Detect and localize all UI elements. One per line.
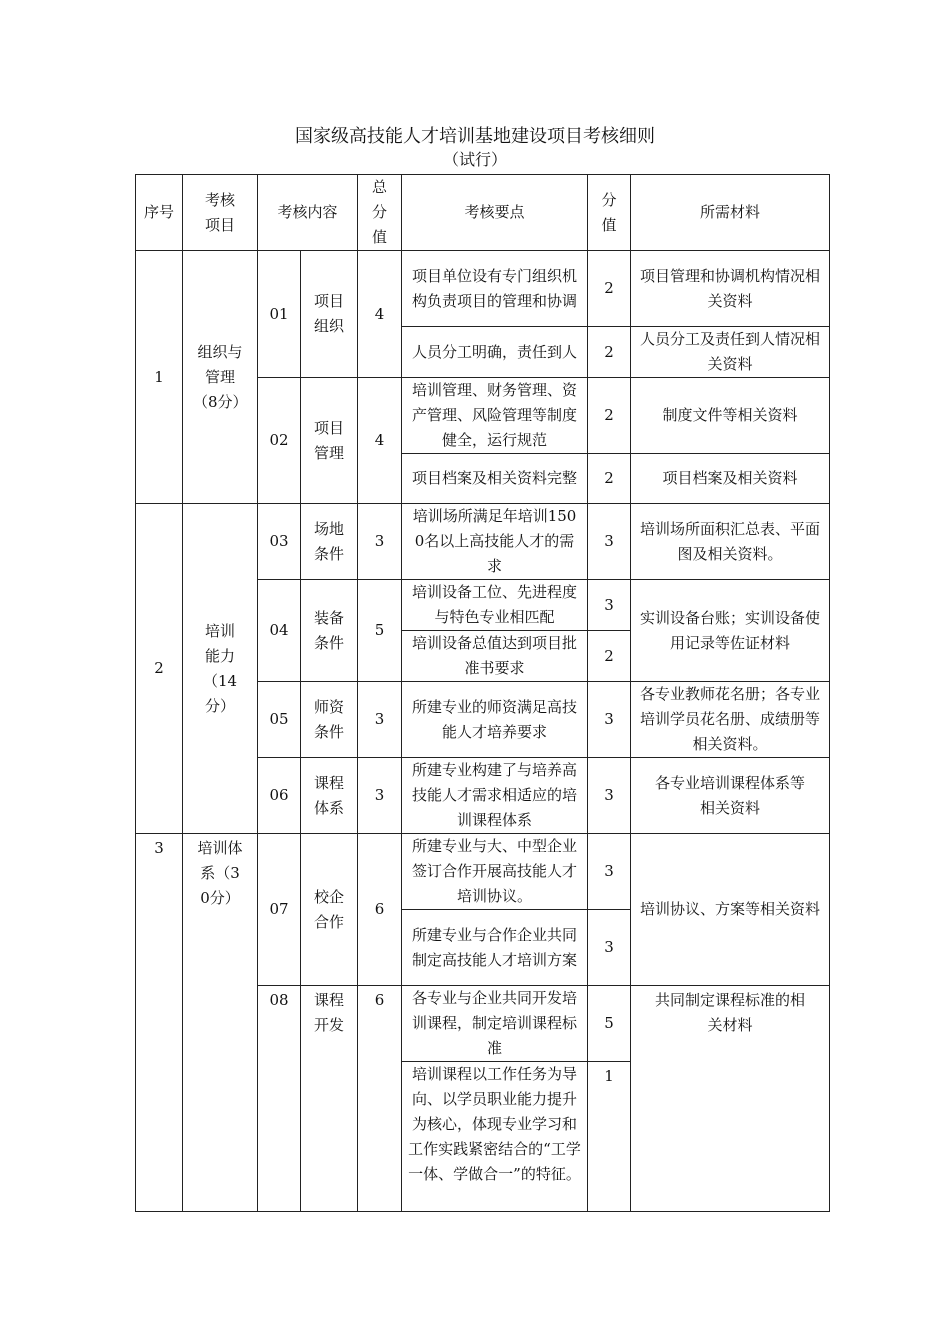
item-no: 06 bbox=[258, 758, 301, 834]
point-score: 3 bbox=[588, 580, 631, 631]
point-material: 各专业培训课程体系等相关资料 bbox=[631, 758, 830, 834]
header-row bbox=[136, 175, 830, 251]
item-no: 08 bbox=[258, 986, 301, 1212]
item-total: 3 bbox=[358, 758, 402, 834]
assessment-table bbox=[135, 174, 830, 1212]
point-material: 制度文件等相关资料 bbox=[631, 378, 830, 454]
section-seq: 3 bbox=[136, 834, 183, 1212]
point-score: 2 bbox=[588, 327, 631, 378]
point-text: 所建专业的师资满足高技能人才培养要求 bbox=[402, 682, 588, 758]
item-material: 实训设备台账；实训设备使用记录等佐证材料 bbox=[631, 580, 830, 682]
point-text: 培训设备工位、先进程度与特色专业相匹配 bbox=[402, 580, 588, 631]
point-score: 1 bbox=[588, 1062, 631, 1212]
point-text: 项目档案及相关资料完整 bbox=[402, 454, 588, 504]
item-total: 3 bbox=[358, 504, 402, 580]
document-subtitle: （试行） bbox=[442, 150, 507, 169]
header-materials: 所需材料 bbox=[631, 175, 830, 251]
point-score: 3 bbox=[588, 910, 631, 986]
point-text: 培训管理、财务管理、资产管理、风险管理等制度健全，运行规范 bbox=[402, 378, 588, 454]
point-text: 所建专业与合作企业共同制定高技能人才培训方案 bbox=[402, 910, 588, 986]
point-material: 培训场所面积汇总表、平面图及相关资料。 bbox=[631, 504, 830, 580]
point-material: 项目管理和协调机构情况相关资料 bbox=[631, 251, 830, 327]
point-text: 培训场所满足年培训1500名以上高技能人才的需求 bbox=[402, 504, 588, 580]
item-total: 6 bbox=[358, 834, 402, 986]
header-total: 总分值 bbox=[358, 175, 402, 251]
header-project: 考核项目 bbox=[183, 175, 258, 251]
header-points: 考核要点 bbox=[402, 175, 588, 251]
point-text: 各专业与企业共同开发培训课程，制定培训课程标准 bbox=[402, 986, 588, 1062]
point-text: 培训课程以工作任务为导向、以学员职业能力提升为核心，体现专业学习和工作实践紧密结合的“工学一体、学做合一”的特征。 bbox=[402, 1062, 588, 1212]
item-no: 02 bbox=[258, 378, 301, 504]
item-name: 校企合作 bbox=[301, 834, 358, 986]
point-material: 人员分工及责任到人情况相关资料 bbox=[631, 327, 830, 378]
table-row bbox=[136, 834, 830, 910]
item-material: 共同制定课程标准的相关材料 bbox=[631, 986, 830, 1212]
header-score: 分值 bbox=[588, 175, 631, 251]
point-score: 3 bbox=[588, 504, 631, 580]
point-text: 项目单位设有专门组织机构负责项目的管理和协调 bbox=[402, 251, 588, 327]
point-material: 项目档案及相关资料 bbox=[631, 454, 830, 504]
point-material: 各专业教师花名册；各专业培训学员花名册、成绩册等相关资料。 bbox=[631, 682, 830, 758]
table-row bbox=[136, 504, 830, 580]
header-content: 考核内容 bbox=[258, 175, 358, 251]
item-no: 05 bbox=[258, 682, 301, 758]
section-name: 培训能力（14分） bbox=[183, 504, 258, 834]
item-name: 师资条件 bbox=[301, 682, 358, 758]
header-seq: 序号 bbox=[136, 175, 183, 251]
item-no: 04 bbox=[258, 580, 301, 682]
item-total: 4 bbox=[358, 378, 402, 504]
item-name: 项目管理 bbox=[301, 378, 358, 504]
item-total: 5 bbox=[358, 580, 402, 682]
point-text: 所建专业与大、中型企业签订合作开展高技能人才培训协议。 bbox=[402, 834, 588, 910]
point-text: 所建专业构建了与培养高技能人才需求相适应的培训课程体系 bbox=[402, 758, 588, 834]
item-name: 项目组织 bbox=[301, 251, 358, 378]
point-score: 2 bbox=[588, 251, 631, 327]
item-name: 课程体系 bbox=[301, 758, 358, 834]
section-seq: 2 bbox=[136, 504, 183, 834]
section-seq: 1 bbox=[136, 251, 183, 504]
item-total: 6 bbox=[358, 986, 402, 1212]
item-material: 培训协议、方案等相关资料 bbox=[631, 834, 830, 986]
point-score: 2 bbox=[588, 454, 631, 504]
item-no: 01 bbox=[258, 251, 301, 378]
point-score: 3 bbox=[588, 682, 631, 758]
point-text: 培训设备总值达到项目批准书要求 bbox=[402, 631, 588, 682]
point-score: 5 bbox=[588, 986, 631, 1062]
item-no: 07 bbox=[258, 834, 301, 986]
item-name: 装备条件 bbox=[301, 580, 358, 682]
point-score: 2 bbox=[588, 631, 631, 682]
item-no: 03 bbox=[258, 504, 301, 580]
item-name: 场地条件 bbox=[301, 504, 358, 580]
point-score: 2 bbox=[588, 378, 631, 454]
point-score: 3 bbox=[588, 758, 631, 834]
item-total: 3 bbox=[358, 682, 402, 758]
section-name: 组织与管理（8分） bbox=[183, 251, 258, 504]
document-title: 国家级高技能人才培训基地建设项目考核细则 bbox=[295, 126, 655, 147]
item-name: 课程开发 bbox=[301, 986, 358, 1212]
section-name: 培训体系（30分） bbox=[183, 834, 258, 1212]
point-text: 人员分工明确，责任到人 bbox=[402, 327, 588, 378]
item-total: 4 bbox=[358, 251, 402, 378]
point-score: 3 bbox=[588, 834, 631, 910]
table-row bbox=[136, 251, 830, 327]
